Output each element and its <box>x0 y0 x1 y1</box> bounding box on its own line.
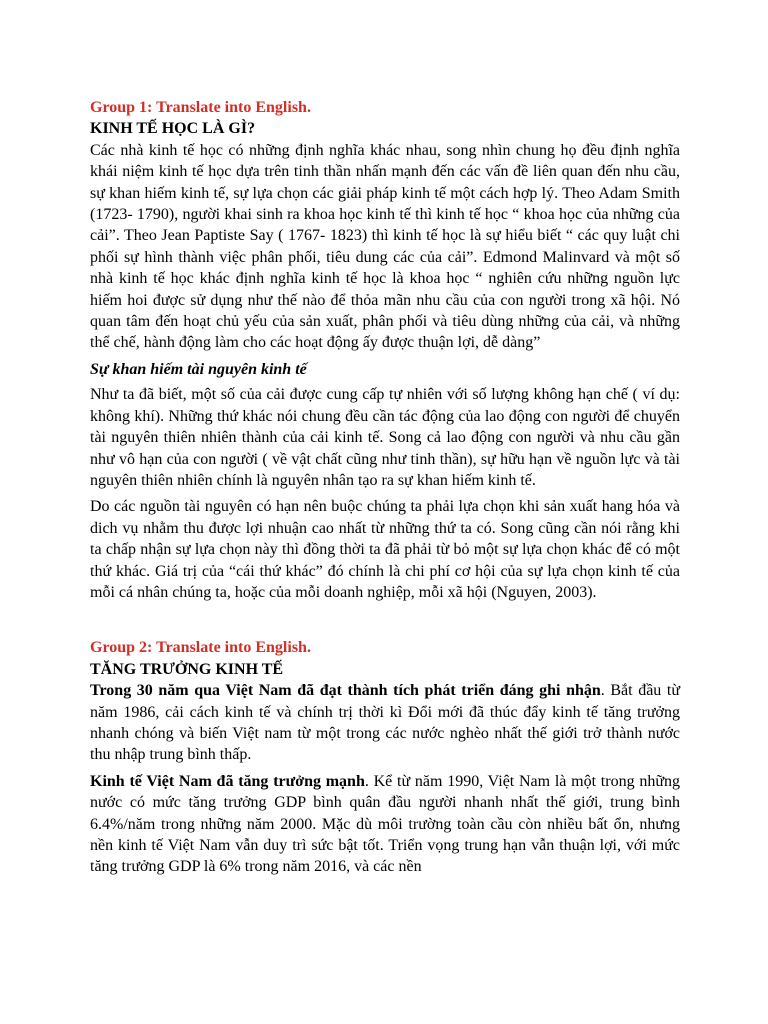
section-spacer <box>90 608 680 637</box>
group2-paragraph-2-rest: . Kể từ năm 1990, Việt Nam là một trong những nước có mức tăng trưởng GDP bình quân đầu người nhanh nhất thế giới, trung bình 6.4%/năm trong những năm 2000. Mặc dù môi trường toàn cầu còn nhiều bất ổn, nhưng nền kinh tế Việt Nam vẫn duy trì sức bật tốt. Triển vọng trung hạn vẫn thuận lợi, với mức tăng trưởng GDP là 6% trong năm 2016, và các nền <box>90 772 680 876</box>
group1-title: KINH TẾ HỌC LÀ GÌ? <box>90 120 256 138</box>
group1-heading: Group 1: Translate into English. <box>90 99 311 116</box>
group2-paragraph-2 <box>90 771 680 878</box>
group2-paragraph-2-lead: Kinh tế Việt Nam đã tăng trưởng mạnh <box>90 772 365 790</box>
group1-paragraph-1: Các nhà kinh tế học có những định nghĩa khác nhau, song nhìn chung họ đều định nghĩa khái niệm kinh tế học dựa trên tinh thần nhấn mạnh đến các vấn đề liên quan đến nhu cầu, sự khan hiếm kinh tế, sự lựa chọn các giải pháp kinh tế một cách hợp lý. Theo Adam Smith (1723- 1790), người khai sinh ra khoa học kinh tế thì kinh tế học “ khoa học của những của cải”. Theo Jean Paptiste Say ( 1767- 1823) thì kinh tế học là sự hiểu biết “ các quy luật chi phối sự hình thành việc phân phối, tiêu dung các của cải”. Edmond Malinvard và một số nhà kinh tế học khác định nghĩa kinh tế học là khoa học “ nghiên cứu những nguồn lực hiếm hoi được sử dụng như thế nào để thỏa mãn nhu cầu của con người trong xã hội. Nó quan tâm đến hoạt chủ yếu của sản xuất, phân phối và tiêu dùng những của cải, và những thể chế, hành động làm cho các hoạt động ấy được thuận lợi, dễ dàng” <box>90 141 680 352</box>
group1-paragraph-2: Như ta đã biết, một số của cải được cung cấp tự nhiên với số lượng không hạn chế ( ví dụ: không khí). Những thứ khác nói chung đều cần tác động của lao động con người để chuyển tài nguyên thiên nhiên thành của cải kinh tế. Song cả lao động con người và nhu cầu gần như vô hạn của con người ( về vật chất cũng như tinh thần), sự hữu hạn về nguồn lực và tài nguyên thiên nhiên chính là nguyên nhân tạo ra sự khan hiếm kinh tế. <box>90 386 680 489</box>
group2-paragraph-1 <box>90 680 680 766</box>
group2-paragraph-1-rest: . Bắt đầu từ năm 1986, cải cách kinh tế và chính trị thời kì Đổi mới đã thúc đẩy kinh tế tăng trưởng nhanh chóng và biến Việt nam từ một trong các nước nghèo nhất thế giới trở thành nước thu nhập trung bình thấp. <box>90 682 681 764</box>
group2-title: TĂNG TRƯỞNG KINH TẾ <box>90 660 284 678</box>
group2-heading: Group 2: Translate into English. <box>90 639 311 657</box>
group1-paragraph-3: Do các nguồn tài nguyên có hạn nên buộc chúng ta phải lựa chọn khi sản xuất hang hóa và dich vụ nhằm thu được lợi nhuận cao nhất từ những thứ ta có. Song cũng cần nói rằng khi ta chấp nhận sự lựa chọn này thì đồng thời ta đã phải từ bỏ một sự lựa chọn khác để có một thứ khác. Giá trị của “cái thứ khác” đó chính là chi phí cơ hội của sự lựa chọn kinh tế của mỗi cá nhân chúng ta, hoặc của mỗi doanh nghiệp, mỗi xã hội (Nguyen, 2003). <box>90 498 680 601</box>
group2-paragraph-1-lead: Trong 30 năm qua Việt Nam đã đạt thành tích phát triển đáng ghi nhận <box>90 682 601 700</box>
group1-subheading: Sự khan hiếm tài nguyên kinh tế <box>90 360 307 378</box>
document-page <box>90 97 680 883</box>
